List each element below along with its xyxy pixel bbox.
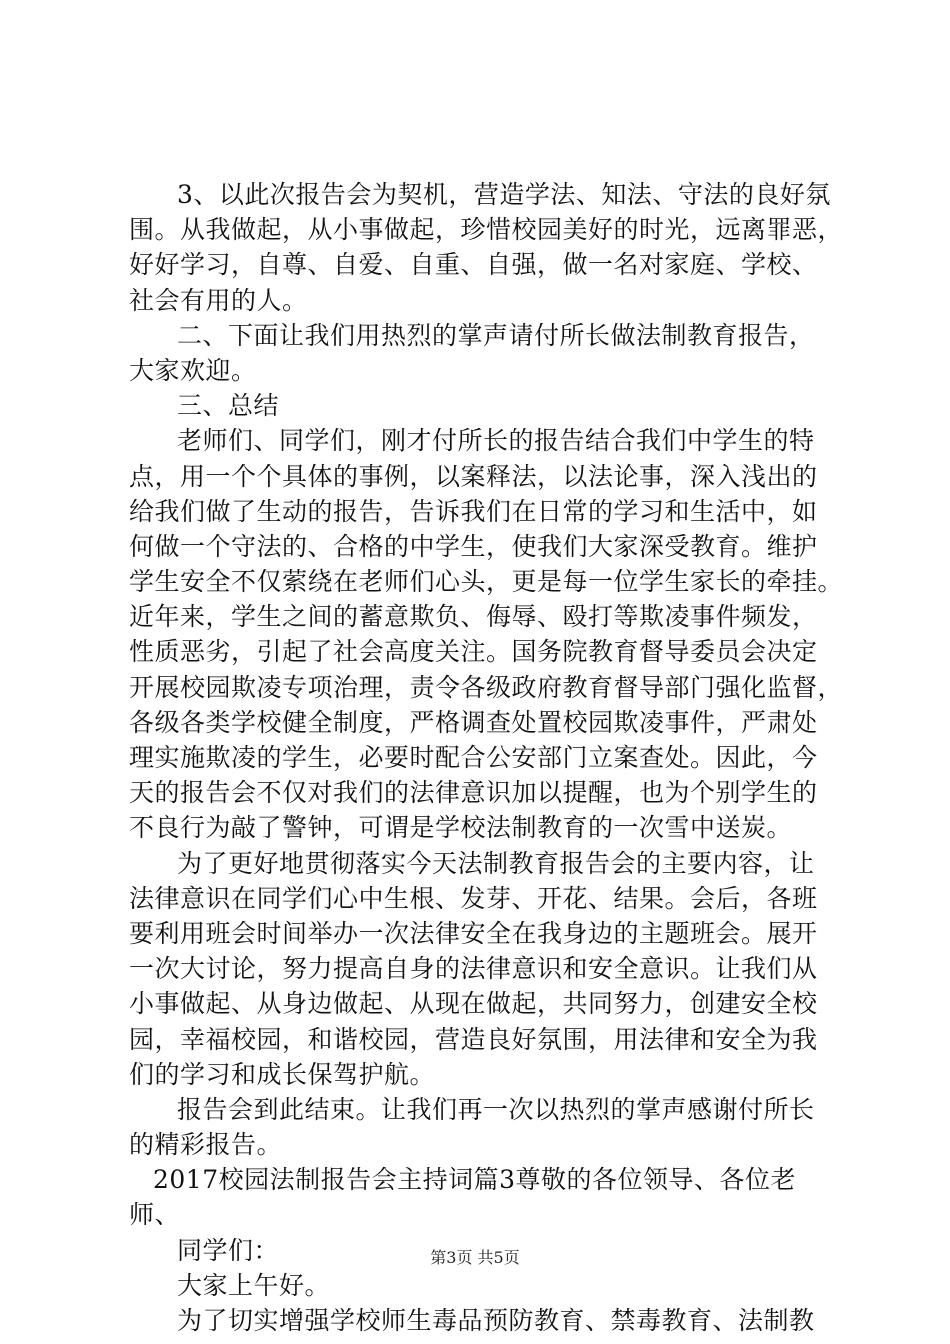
text-line: 开展校园欺凌专项治理，责令各级政府教育督导部门强化监督， [129,672,844,702]
text-line: 各级各类学校健全制度，严格调查处置校园欺凌事件，严肃处 [129,707,818,737]
page-number-label: 第3页 共5页 [430,1248,520,1267]
text-line: 社会有用的人。 [129,285,308,315]
text-line: 2017校园法制报告会主持词篇3尊敬的各位领导、各位老 [153,1165,797,1195]
text-line: 要利用班会时间举办一次法律安全在我身边的主题班会。展开 [129,918,818,948]
text-line: 师、 [129,1200,181,1230]
text-line: 理实施欺凌的学生，必要时配合公安部门立案查处。因此，今 [129,743,818,772]
text-line: 大家欢迎。 [129,355,257,385]
text-line: 不良行为敲了警钟，可谓是学校法制教育的一次雪中送炭。 [129,813,793,843]
text-line: 3、以此次报告会为契机，营造学法、知法、守法的良好氛 [177,180,831,209]
text-line: 的精彩报告。 [129,1130,283,1160]
text-line: 何做一个守法的、合格的中学生，使我们大家深受教育。维护 [129,531,818,561]
text-line: 近年来，学生之间的蓄意欺负、侮辱、殴打等欺凌事件频发， [129,602,818,632]
text-line: 小事做起、从身边做起、从现在做起，共同努力，创建安全校 [129,989,818,1019]
text-line: 好好学习，自尊、自爱、自重、自强，做一名对家庭、学校、 [129,250,818,280]
text-line: 法律意识在同学们心中生根、发芽、开花、结果。会后，各班 [129,883,818,913]
text-line: 给我们做了生动的报告，告诉我们在日常的学习和生活中，如 [129,496,818,526]
text-line: 点，用一个个具体的事例，以案释法，以法论事，深入浅出的 [129,461,818,491]
text-line: 一次大讨论，努力提高自身的法律意识和安全意识。让我们从 [129,954,818,984]
text-line: 围。从我做起，从小事做起，珍惜校园美好的时光，远离罪恶， [129,215,844,245]
text-line: 同学们： [177,1235,280,1265]
text-line: 性质恶劣，引起了社会高度关注。国务院教育督导委员会决定 [129,637,818,667]
text-line: 为了更好地贯彻落实今天法制教育报告会的主要内容，让 [177,848,815,878]
page-footer [0,1245,950,1268]
text-line: 二、下面让我们用热烈的掌声请付所长做法制教育报告， [177,320,815,350]
text-line: 大家上午好。 [177,1270,331,1300]
text-line: 们的学习和成长保驾护航。 [129,1059,436,1089]
text-line: 为了切实增强学校师生毒品预防教育、禁毒教育、法制教 [177,1306,815,1335]
text-line: 天的报告会不仅对我们的法律意识加以提醒，也为个别学生的 [129,778,818,808]
document-body [129,177,849,1338]
text-line: 老师们、同学们，刚才付所长的报告结合我们中学生的特 [177,426,815,456]
text-line: 园，幸福校园，和谐校园，营造良好氛围，用法律和安全为我 [129,1024,818,1054]
text-line: 学生安全不仅萦绕在老师们心头，更是每一位学生家长的牵挂。 [129,567,844,597]
text-line: 报告会到此结束。让我们再一次以热烈的掌声感谢付所长 [177,1094,815,1124]
section-heading: 三、总结 [177,391,280,421]
